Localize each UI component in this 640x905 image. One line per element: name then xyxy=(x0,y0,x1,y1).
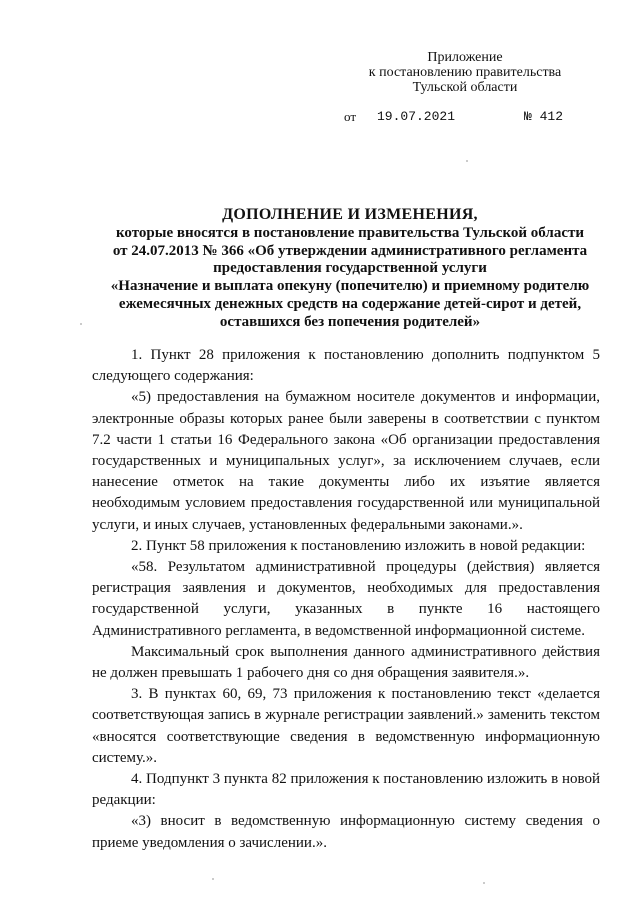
paragraph: 2. Пункт 58 приложения к постановлению изложить в новой редакции: xyxy=(131,537,586,554)
paragraph: «3) вносит в ведомственную информационную систему сведения о приеме уведомления о зачислении.». xyxy=(92,813,600,851)
date-prefix: от xyxy=(344,109,357,124)
title-line: «Назначение и выплата опекуну (попечителю) и приемному родителю xyxy=(110,278,590,295)
title-line: оставшихся без попечения родителей» xyxy=(219,313,481,330)
title-line: которые вносятся в постановление правительства Тульской области xyxy=(115,224,585,241)
scan-speck xyxy=(466,160,468,162)
paragraph: Максимальный срок выполнения данного административного действия не должен превышать 1 рабочего дня со дня обращения заявителя.». xyxy=(92,643,600,682)
paragraph: «5) предоставления на бумажном носителе документов и информации, электронные образы которых ранее были заверены в соответствии с пунктом 7.2 части 1 статьи 16 Федерального закона «Об организации предоставления государственных и муниципальных услуг», за исключением случаев, если нанесение отметок на такие документы либо их изъятие является необходимым условием предоставления государственной или муниципальной услуги, и иных случаев, установленных федеральными законами.». xyxy=(92,389,600,533)
paragraph: «58. Результатом административной процедуры (действия) является регистрация заявления и документов, необходимых для предоставления государственной услуги, указанных в пункте 16 настоящего Административного регламента, в ведомственной информационной системе. xyxy=(92,559,600,639)
document-title xyxy=(80,206,620,332)
paragraph: 4. Подпункт 3 пункта 82 приложения к постановлению изложить в новой редакции: xyxy=(92,771,600,809)
title-heading: ДОПОЛНЕНИЕ И ИЗМЕНЕНИЯ, xyxy=(222,206,478,223)
title-line: от 24.07.2013 № 366 «Об утверждении административного регламента xyxy=(112,242,588,259)
paragraph: 1. Пункт 28 приложения к постановлению дополнить подпунктом 5 следующего содержания: xyxy=(92,347,600,385)
document-number: № 412 xyxy=(524,109,564,124)
scan-speck xyxy=(80,323,82,325)
scan-speck xyxy=(212,878,214,880)
attachment-line: к постановлению правительства xyxy=(368,65,562,80)
attachment-block xyxy=(345,50,585,95)
title-line: предоставления государственной услуги xyxy=(213,260,487,277)
paragraph: 3. В пунктах 60, 69, 73 приложения к постановлению текст «делается соответствующая запись в журнале регистрации заявлений.» заменить текстом «вносятся соответствующие сведения в ведомственную информационную систему.». xyxy=(92,686,600,766)
scan-speck xyxy=(483,882,485,884)
document-date: 19.07.2021 xyxy=(377,109,456,124)
document-body xyxy=(92,345,600,854)
attachment-line: Приложение xyxy=(427,50,503,65)
attachment-line: Тульской области xyxy=(412,80,518,95)
title-line: ежемесячных денежных средств на содержание детей-сирот и детей, xyxy=(118,295,582,312)
